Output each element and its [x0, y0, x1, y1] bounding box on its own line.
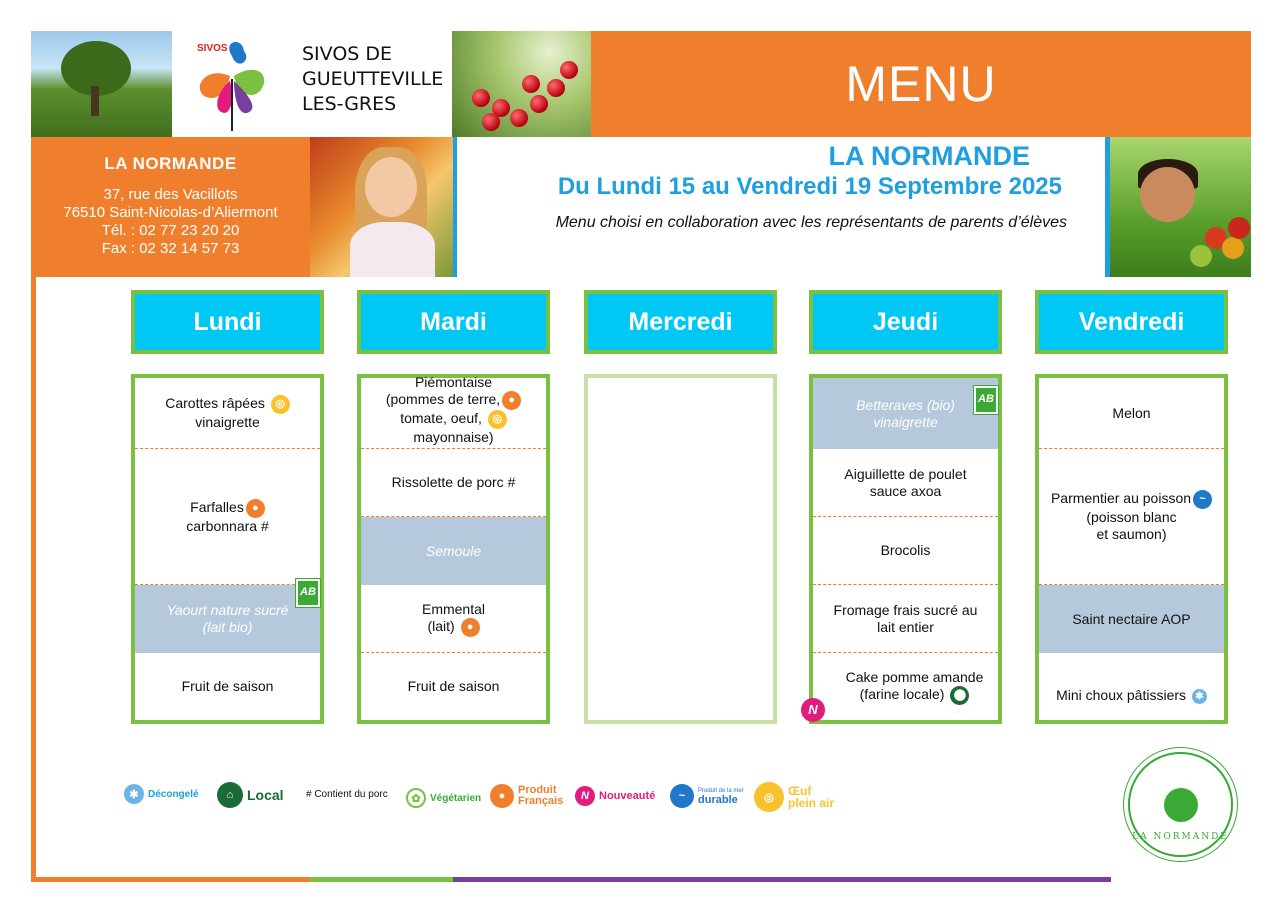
- vegetarian-icon: ✿: [406, 788, 426, 808]
- legend-vegetarien: ✿ Végétarien: [406, 788, 481, 808]
- legend-decongele: ✱ Décongelé: [124, 784, 199, 804]
- frame-line-bottom-purple: [453, 877, 1111, 882]
- frame-line-bottom-orange: [31, 877, 310, 882]
- menu-item: Fruit de saison: [407, 678, 500, 694]
- menu-item: Brocolis: [813, 517, 998, 585]
- sivos-name-line-3: LES-GRES: [302, 93, 397, 115]
- menu-item: Parmentier au poisson ~ (poisson blanc et saumon): [1039, 449, 1224, 585]
- french-product-icon: ●: [490, 784, 514, 808]
- menu-item: Rissolette de porc #: [361, 449, 546, 517]
- day-menu-mercredi: [584, 374, 777, 724]
- menu-item-bio: Yaourt nature sucré (lait bio) AB: [135, 585, 320, 653]
- french-product-icon: ●: [502, 391, 521, 410]
- address-street: 37, rue des Vacillots: [103, 186, 238, 203]
- menu-item: Carottes râpées ◎ vinaigrette: [135, 378, 320, 449]
- day-header-jeudi: Jeudi: [809, 290, 1002, 354]
- week-title: Du Lundi 15 au Vendredi 19 Septembre 2025: [557, 173, 1062, 200]
- menu-item: Fromage frais sucré au lait entier: [813, 585, 998, 653]
- sivos-logo: [172, 31, 292, 137]
- sustainable-fish-icon: ~: [670, 784, 694, 808]
- address-company: LA NORMANDE: [104, 154, 237, 173]
- egg-icon: ◎: [754, 782, 784, 812]
- menu-item: Saint nectaire AOP: [1039, 585, 1224, 653]
- day-menu-jeudi: [809, 374, 1002, 724]
- egg-icon: ◎: [488, 410, 507, 429]
- frozen-snowflake-icon: ✱: [1192, 689, 1207, 704]
- menu-item: Melon: [1039, 378, 1224, 449]
- menu-item: Mini choux pâtissiers ✱: [1039, 653, 1224, 720]
- address-fax: Fax : 02 32 14 57 73: [101, 240, 240, 257]
- snowflake-icon: ✱: [124, 784, 144, 804]
- sivos-name-line-1: SIVOS DE: [302, 43, 393, 65]
- menu-item-bio: Semoule: [361, 517, 546, 585]
- menu-item: Cake pomme amande (farine locale) ⬤: [813, 653, 998, 720]
- new-dish-icon: N: [801, 698, 825, 722]
- french-product-icon: ●: [461, 618, 480, 637]
- la-normande-logo: [1128, 752, 1233, 857]
- address-tel: Tél. : 02 77 23 20 20: [101, 222, 240, 239]
- day-header-mercredi: Mercredi: [584, 290, 777, 354]
- legend-nouveaute: N Nouveauté: [575, 786, 655, 806]
- day-menu-mardi: [357, 374, 550, 724]
- organic-ab-icon: AB: [296, 579, 320, 607]
- legend-produit-francais: ● Produit Français: [490, 784, 558, 808]
- new-icon: N: [575, 786, 595, 806]
- frame-line-bottom-green: [310, 877, 453, 882]
- sivos-name-line-2: GUEUTTEVILLE: [302, 68, 444, 90]
- la-normande-logo-text: LA NORMANDE: [1132, 832, 1229, 842]
- menu-item: Aiguillette de poulet sauce axoa: [813, 449, 998, 517]
- day-header-mardi: Mardi: [357, 290, 550, 354]
- day-menu-vendredi: [1035, 374, 1228, 724]
- menu-item: Piémontaise (pommes de terre, ● tomate, oeuf, ◎ mayonnaise): [361, 378, 546, 449]
- address-city: 76510 Saint-Nicolas-d’Aliermont: [63, 204, 278, 221]
- boy-with-fruit-photo: [1110, 137, 1251, 277]
- menu-item-bio: Betteraves (bio) vinaigrette AB: [813, 378, 998, 449]
- legend-porc: # Contient du porc: [306, 789, 388, 800]
- girl-eating-apple-photo: [310, 137, 453, 277]
- day-header-lundi: Lundi: [131, 290, 324, 354]
- sivos-logo-text: SIVOS: [197, 43, 228, 54]
- egg-icon: ◎: [271, 395, 290, 414]
- fork-knife-icon: [1164, 788, 1198, 822]
- legend-oeuf-plein-air: ◎ Œuf plein air: [754, 782, 834, 812]
- day-menu-lundi: [131, 374, 324, 724]
- menu-item: Fruit de saison: [181, 678, 274, 694]
- day-header-vendredi: Vendredi: [1035, 290, 1228, 354]
- local-product-icon: ⬤: [950, 686, 969, 705]
- menu-item: Farfalles ● carbonnara #: [135, 449, 320, 585]
- frame-line-left: [31, 277, 36, 882]
- menu-title: MENU: [845, 56, 997, 112]
- sivos-name: [302, 42, 443, 117]
- local-icon: ⌂: [217, 782, 243, 808]
- legend: [124, 782, 854, 818]
- orchard-photo: [31, 31, 172, 137]
- legend-local: ⌂ Local: [217, 782, 284, 808]
- french-product-icon: ●: [246, 499, 265, 518]
- cherries-photo: [452, 31, 591, 137]
- menu-item: Emmental (lait) ●: [361, 585, 546, 653]
- legend-mer-durable: ~ Produit de la mer durable: [670, 784, 744, 808]
- address-block: [31, 137, 310, 277]
- sustainable-fish-icon: ~: [1193, 490, 1212, 509]
- subtitle: Menu choisi en collaboration avec les représentants de parents d’élèves: [555, 214, 1067, 231]
- org-title: LA NORMANDE: [828, 141, 1030, 171]
- organic-ab-icon: AB: [974, 386, 998, 414]
